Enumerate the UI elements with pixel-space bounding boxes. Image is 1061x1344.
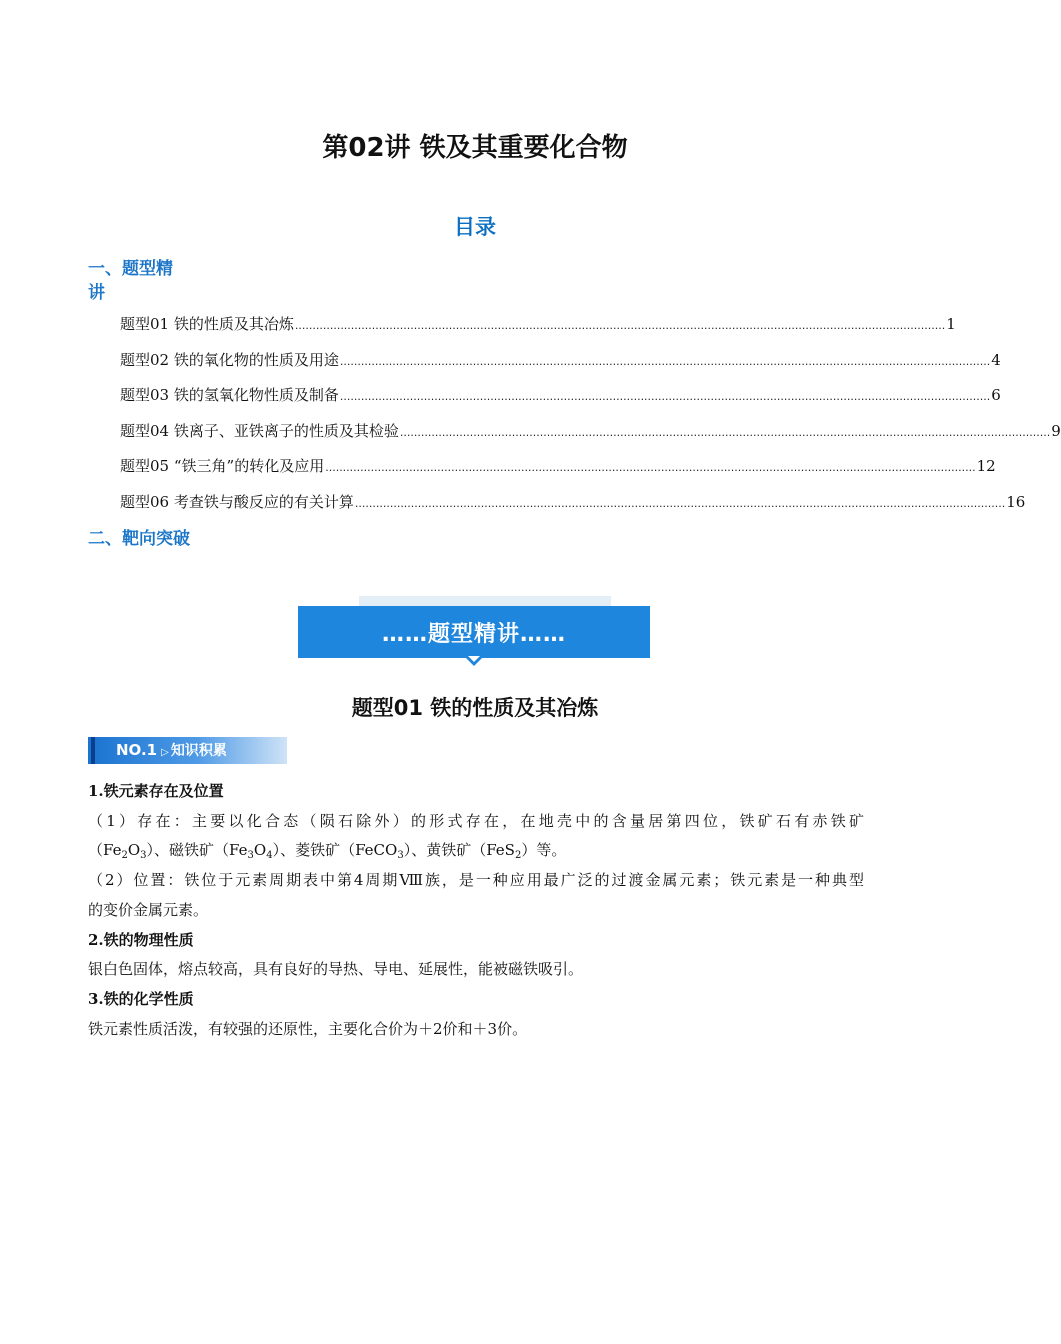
toc-item-label: 题型04 铁离子、亚铁离子的性质及其检验 <box>120 421 399 440</box>
subheading-3: 3.铁的化学性质 <box>88 989 194 1008</box>
toc-item-label: 题型05 “铁三角”的转化及应用 <box>120 457 325 476</box>
toc-list <box>120 313 1061 527</box>
toc-item-page: 12 <box>976 457 996 476</box>
banner-pointer-inner <box>468 656 480 662</box>
toc-leader: .......................................................................................................................................................................................... <box>354 496 1006 510</box>
toc-item-page: 9 <box>1051 421 1061 440</box>
paragraph-chemical: 铁元素性质活泼，有较强的还原性，主要化合价为＋2价和＋3价。 <box>88 1019 528 1038</box>
toc-item[interactable] <box>120 384 1001 420</box>
knowledge-badge <box>88 737 287 764</box>
section-banner <box>298 596 650 676</box>
toc-item-label: 题型06 考查铁与酸反应的有关计算 <box>120 492 354 511</box>
banner-title: ……题型精讲…… <box>298 606 650 658</box>
toc-section-2[interactable]: 二、靶向突破 <box>88 529 190 549</box>
toc-item-page: 4 <box>991 350 1001 369</box>
toc-item[interactable] <box>120 455 996 491</box>
toc-item-label: 题型01 铁的性质及其冶炼 <box>120 315 294 333</box>
toc-heading: 目录 <box>454 215 496 239</box>
toc-item-page: 1 <box>946 315 956 333</box>
toc-item-page: 16 <box>1006 492 1026 511</box>
badge-text: 知识积累 <box>170 743 227 759</box>
paragraph-physical: 银白色固体，熔点较高，具有良好的导热、导电、延展性，能被磁铁吸引。 <box>88 960 584 979</box>
badge-label <box>116 737 227 764</box>
document-title: 第02讲 铁及其重要化合物 <box>322 133 628 163</box>
toc-item[interactable] <box>120 349 1001 385</box>
toc-leader: .......................................................................................................................................................................................... <box>399 425 1051 439</box>
play-arrow-icon: ▷ <box>161 747 169 758</box>
paragraph-existence-line1: （1）存在：主要以化合态（陨石除外）的形式存在，在地壳中的含量居第四位，铁矿石有赤铁矿 <box>88 811 864 830</box>
toc-leader: .......................................................................................................................................................................................... <box>294 319 946 332</box>
toc-item-page: 6 <box>991 386 1001 405</box>
content-body <box>88 777 864 1044</box>
paragraph-position-line2: 的变价金属元素。 <box>88 900 209 919</box>
toc-item-label: 题型03 铁的氢氧化物性质及制备 <box>120 386 339 405</box>
toc-item[interactable] <box>120 491 1026 527</box>
toc-item-label: 题型02 铁的氧化物的性质及用途 <box>120 350 339 369</box>
paragraph-existence-line2: $(Fe_2O_3)$、磁铁矿$(Fe_3O_4)$、菱铁矿（FeCO$_3$）、黄铁矿（FeS$_2$）等。 <box>88 841 567 862</box>
toc-leader: .......................................................................................................................................................................................... <box>325 461 976 475</box>
subheading-2: 2.铁的物理性质 <box>88 930 194 949</box>
paragraph-position-line1: （2）位置：铁位于元素周期表中第4周期Ⅷ族，是一种应用最广泛的过渡金属元素；铁元素是一种典型 <box>88 871 864 890</box>
badge-number: NO.1 <box>116 741 158 759</box>
badge-stripe <box>91 737 95 764</box>
toc-section-1[interactable]: 一、题型精讲 <box>88 259 173 303</box>
type-heading: 题型01 铁的性质及其冶炼 <box>351 696 599 720</box>
toc-leader: .......................................................................................................................................................................................... <box>339 354 991 368</box>
subheading-1: 1.铁元素存在及位置 <box>88 782 224 800</box>
toc-item[interactable] <box>120 420 1061 456</box>
toc-item[interactable] <box>120 313 956 349</box>
toc-leader: .......................................................................................................................................................................................... <box>339 390 991 404</box>
